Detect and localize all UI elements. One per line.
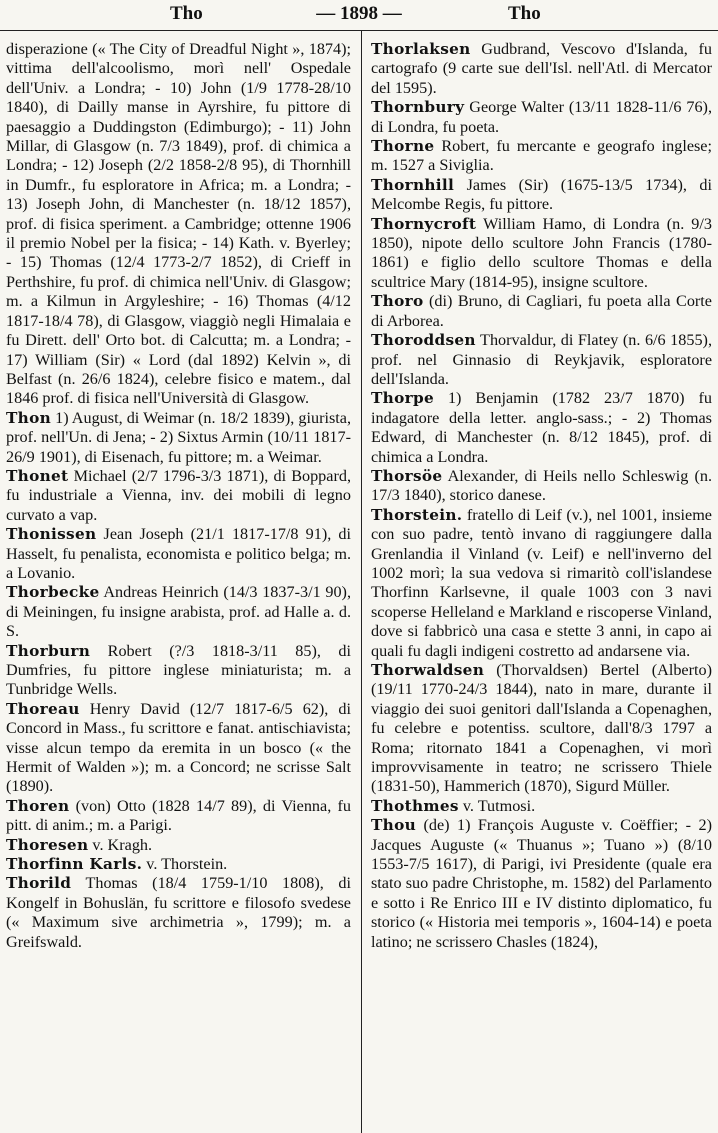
dictionary-entry	[371, 292, 712, 331]
header-right-running-head: Tho	[508, 3, 541, 24]
entry-headword: Thorstein.	[371, 505, 463, 524]
dictionary-entry	[371, 816, 712, 952]
dictionary-entry	[6, 583, 351, 641]
column-divider	[361, 30, 362, 1133]
header-left-running-head: Tho	[170, 3, 203, 24]
entry-headword: Thorpe	[371, 389, 434, 408]
dictionary-entry	[371, 98, 712, 137]
entry-headword: Thorsöe	[371, 466, 443, 485]
entry-text: (de) 1) François Auguste v. Coëffier; - 2) Jacques Auguste (« Thuanus »; Tuano ») (8/10 1553-7/5 1617), di Parigi, ivi Presidente (quale era stato suo padre Christophe, m. 1582) del Parlamento e sotto i Re Enrico III e IV distinto diplomatico, fu storico (« Historia mei temporis », 1604-14) e poeta latino; ne scrissero Chasles (1824),	[371, 816, 712, 951]
entry-headword: Thonet	[6, 466, 69, 485]
entry-headword: Thorburn	[6, 641, 91, 660]
dictionary-entry	[371, 797, 712, 816]
entry-headword: Thoresen	[6, 835, 89, 854]
entry-text: Robert (?/3 1818-3/11 85), di Dumfries, fu pittore inglese miniaturista; m. a Tunbridge Wells.	[6, 641, 351, 699]
dictionary-entry	[6, 855, 351, 874]
entry-text: Thomas (18/4 1759-1/10 1808), di Kongelf in Bohuslän, fu scrittore e filosofo svedese (« Maximum sive archimetria », 1799); m. a Greifswald.	[6, 874, 351, 951]
right-column	[371, 40, 712, 952]
entry-text: Andreas Heinrich (14/3 1837-3/1 90), di Meiningen, fu insigne arabista, prof. ad Halle a. d. S.	[6, 583, 351, 641]
entry-headword: Thornbury	[371, 98, 465, 117]
entry-text: (di) Bruno, di Cagliari, fu poeta alla Corte di Arborea.	[371, 292, 712, 330]
entry-headword: Thorwaldsen	[371, 661, 485, 679]
entry-text: (von) Otto (1828 14/7 89), di Vienna, fu pitt. di anim.; m. a Parigi.	[6, 796, 351, 835]
entry-text: Thorvaldur, di Flatey (n. 6/6 1855), prof. nel Ginnasio di Reykjavik, esploratore dell'Islanda.	[371, 331, 712, 388]
entry-text: v. Kragh.	[88, 835, 153, 854]
page-header	[0, 0, 718, 28]
header-rule	[0, 30, 718, 31]
dictionary-entry	[6, 40, 351, 409]
dictionary-entry	[371, 176, 712, 215]
dictionary-entry	[6, 836, 351, 855]
dictionary-entry	[6, 700, 351, 797]
entry-headword: Thorbecke	[6, 583, 100, 602]
entry-headword: Thorne	[371, 137, 435, 156]
header-page-number: — 1898 —	[316, 3, 402, 24]
dictionary-entry	[371, 215, 712, 293]
entry-headword: Thothmes	[371, 796, 459, 815]
entry-headword: Thoro	[371, 292, 424, 311]
entry-headword: Thoreau	[6, 699, 80, 718]
entry-text: Alexander, di Heils nello Schleswig (n. 17/3 1840), storico danese.	[371, 466, 712, 505]
dictionary-entry	[6, 874, 351, 952]
dictionary-entry	[371, 661, 712, 797]
dictionary-entry	[6, 409, 351, 467]
entry-text: Robert, fu mercante e geografo inglese; m. 1527 a Siviglia.	[371, 137, 712, 175]
entry-text: disperazione (« The City of Dreadful Night », 1874); vittima dell'alcoolismo, morì nell' Ospedale dell'Univ. a Londra; - 10) John (1/9 1778-28/10 1840), di Dailly manse in Ayrshire, fu pittore di paesaggio a Duddingston (Edimburgo); - 11) John Millar, di Glasgow (n. 7/3 1849), prof. di chimica a Londra; - 12) Joseph (2/2 1858-2/8 95), di Thornhill in Dumfr., fu esploratore in Africa; m. a Londra; - 13) Joseph John, di Manchester (n. 18/12 1857), prof. di fisica speriment. a Cambridge; ottenne 1906 il premio Nobel per la fisica; - 14) Kath. v. Byerley; - 15) Thomas (12/4 1773-2/7 1852), di Crieff in Perthshire, fu prof. di chimica nell'Univ. di Glasgow; m. a Kilmun in Argyleshire; - 16) Thomas (4/12 1817-18/4 78), di Glasgow, viaggiò negli Himalaia e fu Dirett. dell' Orto bot. di Calcutta; m. a Londra; - 17) William (Sir) « Lord (dal 1892) Kelvin », di Belfast (n. 26/6 1824), celebre fisico e matem., dal 1846 prof. di fisica nell'Università di Glasgow.	[6, 40, 351, 408]
entry-text: fratello di Leif (v.), nel 1001, insieme con suo padre, tentò invano di raggiungere dalla Grenlandia il Vinland (v. Leif) e nell'inverno del 1002 morì; la sua vedova si rimaritò coll'islandese Thorfinn Karlsevne, il quale 1003 con 3 navi scoperse Helleland e Markland e riscoperse Vinland, dove si fabbricò una casa e stette 3 anni, in capo ai quali fu dagli indigeni costretto ad andarsene via.	[371, 505, 712, 660]
left-column	[6, 40, 351, 952]
entry-text: 1) August, di Weimar (n. 18/2 1839), giurista, prof. nell'Un. di Jena; - 2) Sixtus Armin (10/11 1817-26/9 1901), di Eisenach, fu pittore; m. a Weimar.	[6, 408, 351, 466]
entry-headword: Thornycroft	[371, 214, 477, 233]
entry-text: 1) Benjamin (1782 23/7 1870) fu indagatore della letter. anglo-sass.; - 2) Thomas Edward, di Manchester (n. 8/12 1845), prof. di chimica a Londra.	[371, 389, 712, 466]
entry-text: Jean Joseph (21/1 1817-17/8 91), di Hasselt, fu penalista, economista e politico belga; m. a Lovanio.	[6, 525, 351, 582]
dictionary-entry	[371, 40, 712, 98]
entry-text: (Thorvaldsen) Bertel (Alberto) (19/11 1770-24/3 1844), nato in mare, durante il viaggio dei suoi genitori dall'Islanda a Copenaghen, fu celebre e potentiss. scultore, dall'8/3 1797 a Roma; ritornato 1841 a Copenaghen, vi morì improvvisamente in teatro; ne scrissero Thiele (1831-50), Hammerich (1870), Sigurd Müller.	[371, 661, 712, 796]
dictionary-entry	[371, 467, 712, 506]
entry-headword: Thorfinn Karls.	[6, 855, 143, 874]
dictionary-entry	[371, 389, 712, 467]
dictionary-entry	[6, 525, 351, 583]
entry-headword: Thoroddsen	[371, 331, 476, 350]
entry-headword: Thoren	[6, 796, 70, 815]
entry-headword: Thonissen	[6, 525, 97, 544]
entry-text: George Walter (13/11 1828-11/6 76), di Londra, fu poeta.	[371, 98, 712, 136]
dictionary-entry	[371, 331, 712, 389]
entry-text: James (Sir) (1675-13/5 1734), di Melcombe Regis, fu pittore.	[371, 175, 712, 214]
entry-text: v. Tutmosi.	[458, 796, 536, 815]
entry-text: Gudbrand, Vescovo d'Islanda, fu cartografo (9 carte sue dell'Isl. nell'Atl. di Mercator del 1595).	[371, 40, 712, 97]
entry-headword: Thornhill	[371, 175, 455, 194]
entry-headword: Thon	[6, 408, 52, 427]
entry-text: v. Thorstein.	[142, 855, 228, 874]
dictionary-entry	[6, 467, 351, 525]
dictionary-entry	[371, 137, 712, 176]
dictionary-entry	[371, 506, 712, 661]
entry-headword: Thorild	[6, 874, 72, 893]
entry-text: Henry David (12/7 1817-6/5 62), di Concord in Mass., fu scrittore e fanat. antischiavista; visse alcun tempo da eremita in un bosco (« the Hermit of Walden »); m. a Concord; ne scrisse Salt (1890).	[6, 699, 351, 796]
entry-headword: Thorlaksen	[371, 40, 471, 58]
entry-headword: Thou	[371, 816, 417, 835]
entry-text: Michael (2/7 1796-3/3 1871), di Boppard, fu industriale a Vienna, inv. dei mobili di legno curvato a vap.	[6, 466, 351, 524]
dictionary-entry	[6, 797, 351, 836]
entry-text: William Hamo, di Londra (n. 9/3 1850), nipote dello scultore John Francis (1780-1861) e figlio dello scultore Thomas e della scultrice Mary (1814-95), insigne scultore.	[371, 214, 712, 291]
dictionary-entry	[6, 642, 351, 700]
